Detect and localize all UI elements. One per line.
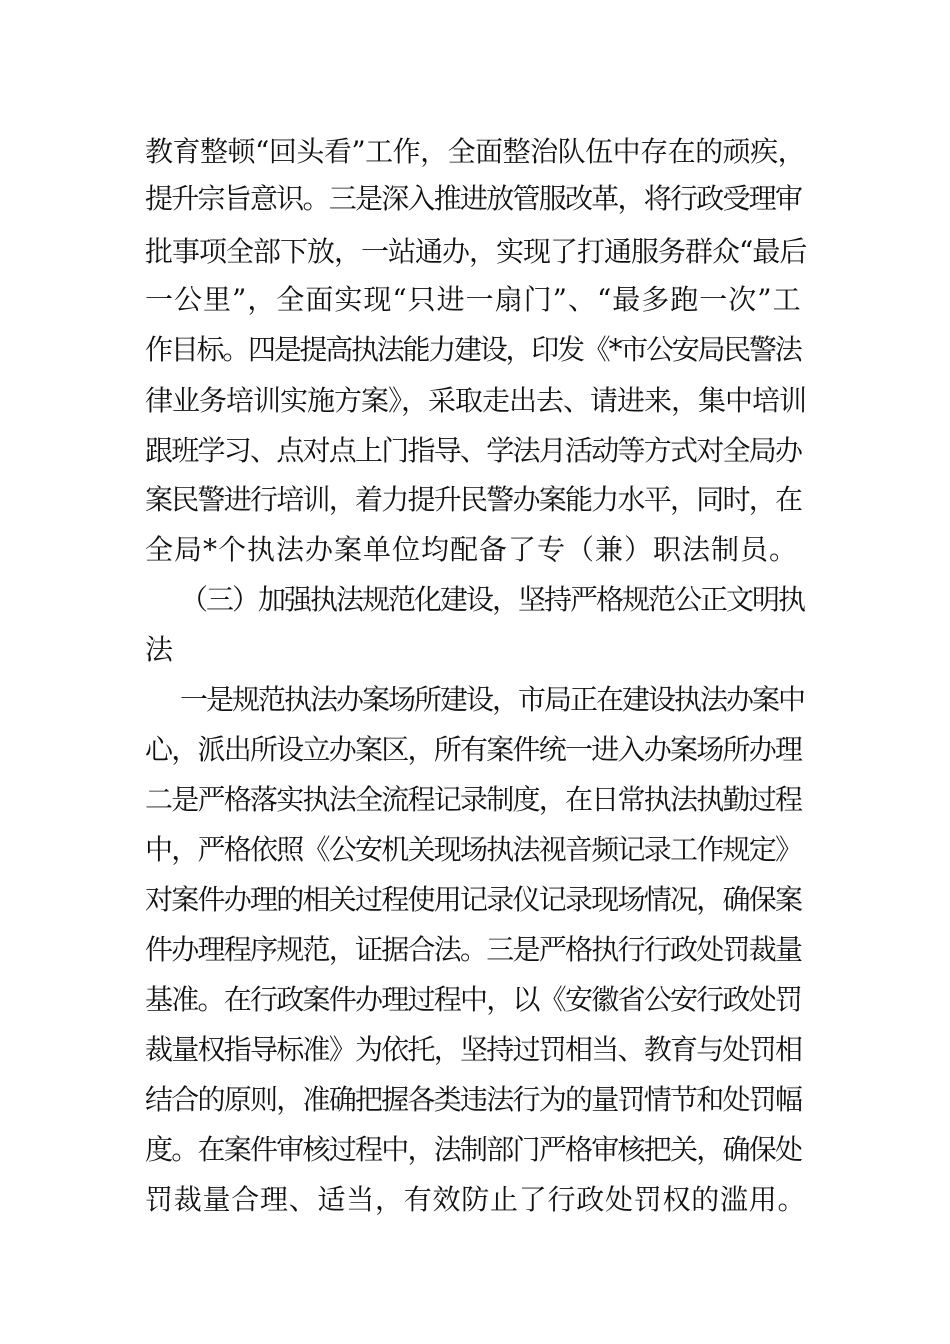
text-line: 提升宗旨意识。三是深入推进放管服改革，将行政受理审 <box>145 182 802 215</box>
text-line: 件办理程序规范，证据合法。三是严格执行行政处罚裁量 <box>145 933 802 966</box>
text-line: 作目标。四是提高执法能力建设，印发《*市公安局民警法 <box>145 333 801 366</box>
text-line: 律业务培训实施方案》，采取走出去、请进来，集中培训 <box>145 384 807 417</box>
text-line: 对案件办理的相关过程使用记录仪记录现场情况，确保案 <box>145 883 802 916</box>
text-line: 罚裁量合理、适当，有效防止了行政处罚权的滥用。 <box>145 1183 807 1216</box>
text-line: 结合的原则，准确把握各类违法行为的量罚情节和处罚幅 <box>145 1083 802 1116</box>
text-line: 心，派出所设立办案区，所有案件统一进入办案场所办理 <box>145 733 802 766</box>
text-line: 一公里”，全面实现“只进一扇门”、“最多跑一次”工 <box>145 283 802 316</box>
text-line: 度。在案件审核过程中，法制部门严格审核把关，确保处 <box>145 1133 802 1166</box>
text-line: 批事项全部下放，一站通办，实现了打通服务群众“最后 <box>145 235 807 268</box>
text-line: 跟班学习、点对点上门指导、学法月活动等方式对全局办 <box>145 434 802 467</box>
section-heading: （三）加强执法规范化建设，坚持严格规范公正文明执 <box>180 583 805 616</box>
text-line: 基准。在行政案件办理过程中，以《安徽省公安行政处罚 <box>145 983 802 1016</box>
text-line: 案民警进行培训，着力提升民警办案能力水平，同时，在 <box>145 483 802 516</box>
text-line: 中，严格依照《公安机关现场执法视音频记录工作规定》 <box>145 833 802 866</box>
text-line: 全局*个执法办案单位均配备了专（兼）职法制员。 <box>145 533 799 566</box>
text-line: 二是严格落实执法全流程记录制度，在日常执法执勤过程 <box>145 783 802 816</box>
text-line: 裁量权指导标准》为依托，坚持过罚相当、教育与处罚相 <box>145 1033 802 1066</box>
text-line: 教育整顿“回头看”工作，全面整治队伍中存在的顽疾， <box>145 135 806 168</box>
section-heading-continuation: 法 <box>145 633 175 666</box>
paragraph-first-line: 一是规范执法办案场所建设，市局正在建设执法办案中 <box>180 683 805 716</box>
